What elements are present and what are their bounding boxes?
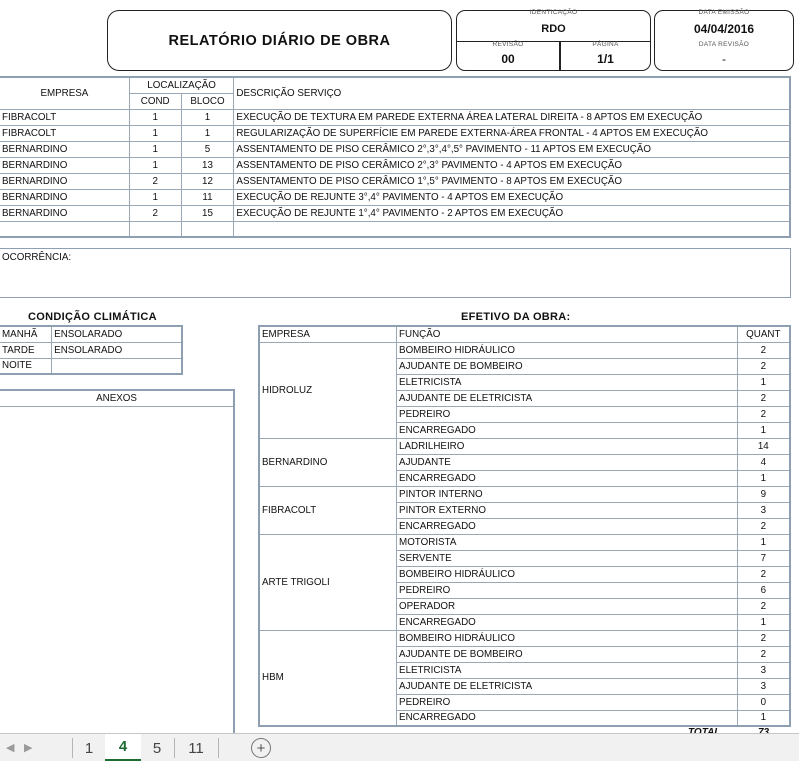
data-emissao-value: 04/04/2016: [693, 22, 755, 36]
cell-cond: 1: [129, 125, 181, 141]
cell-empresa: BERNARDINO: [0, 157, 129, 173]
table-row: [0, 326, 182, 342]
efetivo-quant: 1: [737, 422, 790, 438]
efetivo-empresa: BERNARDINO: [259, 438, 397, 486]
cell-empresa: BERNARDINO: [0, 189, 129, 205]
efetivo-quant: 1: [737, 534, 790, 550]
efetivo-title: EFETIVO DA OBRA:: [461, 311, 571, 323]
pagina-label: PÁGINA: [592, 41, 619, 48]
cell-cond: 1: [129, 141, 181, 157]
efetivo-quant: 1: [737, 470, 790, 486]
efetivo-quant: 3: [737, 662, 790, 678]
clima-periodo: MANHÃ: [0, 326, 52, 342]
efetivo-empresa: HBM: [259, 630, 397, 726]
clima-title: CONDIÇÃO CLIMÁTICA: [28, 311, 157, 323]
efetivo-quant: 0: [737, 694, 790, 710]
clima-table: [0, 325, 183, 375]
efetivo-quant: 6: [737, 582, 790, 598]
tab-sheet-4[interactable]: 4: [105, 734, 141, 761]
clima-periodo: TARDE: [0, 342, 52, 358]
efetivo-funcao: MOTORISTA: [397, 534, 738, 550]
efetivo-funcao: PEDREIRO: [397, 694, 738, 710]
identificacao-value: RDO: [541, 23, 566, 35]
arrow-left-icon[interactable]: ◀: [6, 742, 15, 754]
report-title: RELATÓRIO DIÁRIO DE OBRA: [107, 10, 452, 71]
efetivo-header-quant: QUANT: [737, 326, 790, 342]
cell-empresa: BERNARDINO: [0, 173, 129, 189]
cell-bloco: 12: [181, 173, 234, 189]
efetivo-funcao: BOMBEIRO HIDRÁULICO: [397, 566, 738, 582]
efetivo-funcao: SERVENTE: [397, 550, 738, 566]
efetivo-funcao: ENCARREGADO: [397, 710, 738, 726]
header-descricao: DESCRIÇÃO SERVIÇO: [234, 77, 790, 109]
efetivo-funcao: ENCARREGADO: [397, 422, 738, 438]
data-revisao-value: -: [722, 52, 726, 66]
pagina-value: 1/1: [597, 52, 614, 66]
cell-cond: 2: [129, 205, 181, 221]
efetivo-funcao: AJUDANTE DE BOMBEIRO: [397, 646, 738, 662]
cell-bloco: [181, 221, 234, 237]
sheet-tab-bar: [0, 733, 799, 761]
cell-cond: 1: [129, 109, 181, 125]
cell-cond: 1: [129, 157, 181, 173]
cell-cond: [129, 221, 181, 237]
data-emissao-label: DATA EMISSÃO: [698, 9, 750, 16]
identificacao-label: IDENTICAÇÃO: [529, 9, 578, 16]
efetivo-empresa: ARTE TRIGOLI: [259, 534, 397, 630]
efetivo-quant: 3: [737, 678, 790, 694]
table-row: [0, 205, 790, 221]
cell-empresa: BERNARDINO: [0, 141, 129, 157]
cell-bloco: 1: [181, 125, 234, 141]
cell-descricao: EXECUÇÃO DE REJUNTE 3°,4° PAVIMENTO - 4 APTOS EM EXECUÇÃO: [234, 189, 790, 205]
cell-cond: 1: [129, 189, 181, 205]
efetivo-quant: 3: [737, 502, 790, 518]
identificacao-box: [456, 10, 651, 71]
header-empresa: EMPRESA: [0, 77, 129, 109]
cell-descricao: [234, 221, 790, 237]
cell-descricao: EXECUÇÃO DE TEXTURA EM PAREDE EXTERNA ÁREA LATERAL DIREITA - 8 APTOS EM EXECUÇÃO: [234, 109, 790, 125]
table-row: [0, 157, 790, 173]
header-localizacao: LOCALIZAÇÃO: [129, 77, 234, 93]
clima-condicao: ENSOLARADO: [52, 342, 182, 358]
revisao-label: REVISÃO: [492, 41, 524, 48]
tab-sheet-5[interactable]: 5: [152, 739, 162, 757]
table-row: [0, 189, 790, 205]
table-row: [0, 221, 790, 237]
table-row: [0, 342, 182, 358]
anexos-box[interactable]: [0, 389, 235, 735]
cell-bloco: 5: [181, 141, 234, 157]
table-row: [0, 358, 182, 374]
header-cond: COND: [129, 93, 181, 109]
efetivo-funcao: ELETRICISTA: [397, 662, 738, 678]
efetivo-quant: 2: [737, 358, 790, 374]
tab-sheet-1[interactable]: 1: [84, 739, 94, 757]
efetivo-quant: 2: [737, 518, 790, 534]
efetivo-funcao: OPERADOR: [397, 598, 738, 614]
efetivo-quant: 7: [737, 550, 790, 566]
servicos-table: [0, 76, 791, 238]
efetivo-funcao: AJUDANTE DE ELETRICISTA: [397, 390, 738, 406]
table-row: [259, 342, 790, 358]
table-row: [259, 630, 790, 646]
data-box: [654, 10, 794, 71]
cell-bloco: 1: [181, 109, 234, 125]
clima-condicao: ENSOLARADO: [52, 326, 182, 342]
efetivo-funcao: AJUDANTE DE ELETRICISTA: [397, 678, 738, 694]
arrow-right-icon[interactable]: ▶: [24, 742, 33, 754]
efetivo-funcao: ENCARREGADO: [397, 470, 738, 486]
cell-bloco: 11: [181, 189, 234, 205]
clima-condicao: [52, 358, 182, 374]
cell-bloco: 13: [181, 157, 234, 173]
cell-descricao: EXECUÇÃO DE REJUNTE 1°,4° PAVIMENTO - 2 APTOS EM EXECUÇÃO: [234, 205, 790, 221]
efetivo-quant: 9: [737, 486, 790, 502]
efetivo-funcao: BOMBEIRO HIDRÁULICO: [397, 342, 738, 358]
efetivo-funcao: PINTOR INTERNO: [397, 486, 738, 502]
efetivo-funcao: ELETRICISTA: [397, 374, 738, 390]
efetivo-funcao: ENCARREGADO: [397, 518, 738, 534]
header-bloco: BLOCO: [181, 93, 234, 109]
efetivo-funcao: AJUDANTE: [397, 454, 738, 470]
table-row: [0, 141, 790, 157]
cell-descricao: ASSENTAMENTO DE PISO CERÂMICO 2°,3° PAVIMENTO - 4 APTOS EM EXECUÇÃO: [234, 157, 790, 173]
efetivo-funcao: LADRILHEIRO: [397, 438, 738, 454]
efetivo-funcao: ENCARREGADO: [397, 614, 738, 630]
efetivo-empresa: HIDROLUZ: [259, 342, 397, 438]
efetivo-header-empresa: EMPRESA: [259, 326, 397, 342]
efetivo-quant: 2: [737, 598, 790, 614]
efetivo-header-funcao: FUNÇÃO: [397, 326, 738, 342]
cell-descricao: REGULARIZAÇÃO DE SUPERFÍCIE EM PAREDE EXTERNA-ÁREA FRONTAL - 4 APTOS EM EXECUÇÃO: [234, 125, 790, 141]
efetivo-quant: 2: [737, 342, 790, 358]
efetivo-funcao: BOMBEIRO HIDRÁULICO: [397, 630, 738, 646]
efetivo-quant: 2: [737, 406, 790, 422]
revisao-value: 00: [501, 52, 515, 66]
efetivo-quant: 1: [737, 614, 790, 630]
plus-circle-icon[interactable]: +: [251, 738, 271, 758]
efetivo-empresa: FIBRACOLT: [259, 486, 397, 534]
efetivo-quant: 2: [737, 390, 790, 406]
table-row: [0, 109, 790, 125]
efetivo-quant: 1: [737, 374, 790, 390]
efetivo-table: [258, 325, 791, 727]
efetivo-funcao: PEDREIRO: [397, 582, 738, 598]
ocorrencia-label: OCORRÊNCIA:: [2, 252, 72, 263]
table-row: [259, 486, 790, 502]
clima-periodo: NOITE: [0, 358, 52, 374]
efetivo-quant: 14: [737, 438, 790, 454]
data-revisao-label: DATA REVISÃO: [698, 41, 750, 48]
cell-empresa: [0, 221, 129, 237]
efetivo-quant: 2: [737, 630, 790, 646]
cell-cond: 2: [129, 173, 181, 189]
efetivo-quant: 2: [737, 646, 790, 662]
efetivo-funcao: PEDREIRO: [397, 406, 738, 422]
efetivo-quant: 2: [737, 566, 790, 582]
efetivo-quant: 4: [737, 454, 790, 470]
cell-empresa: FIBRACOLT: [0, 125, 129, 141]
tab-sheet-11[interactable]: 11: [188, 739, 204, 757]
table-row: [0, 125, 790, 141]
cell-bloco: 15: [181, 205, 234, 221]
efetivo-quant: 1: [737, 710, 790, 726]
table-row: [0, 173, 790, 189]
cell-empresa: FIBRACOLT: [0, 109, 129, 125]
ocorrencia-box[interactable]: [0, 248, 791, 298]
table-row: [259, 534, 790, 550]
efetivo-funcao: PINTOR EXTERNO: [397, 502, 738, 518]
table-row: [259, 438, 790, 454]
cell-descricao: ASSENTAMENTO DE PISO CERÂMICO 1°,5° PAVIMENTO - 8 APTOS EM EXECUÇÃO: [234, 173, 790, 189]
cell-empresa: BERNARDINO: [0, 205, 129, 221]
cell-descricao: ASSENTAMENTO DE PISO CERÂMICO 2°,3°,4°,5° PAVIMENTO - 11 APTOS EM EXECUÇÃO: [234, 141, 790, 157]
efetivo-funcao: AJUDANTE DE BOMBEIRO: [397, 358, 738, 374]
anexos-title: ANEXOS: [0, 391, 233, 407]
